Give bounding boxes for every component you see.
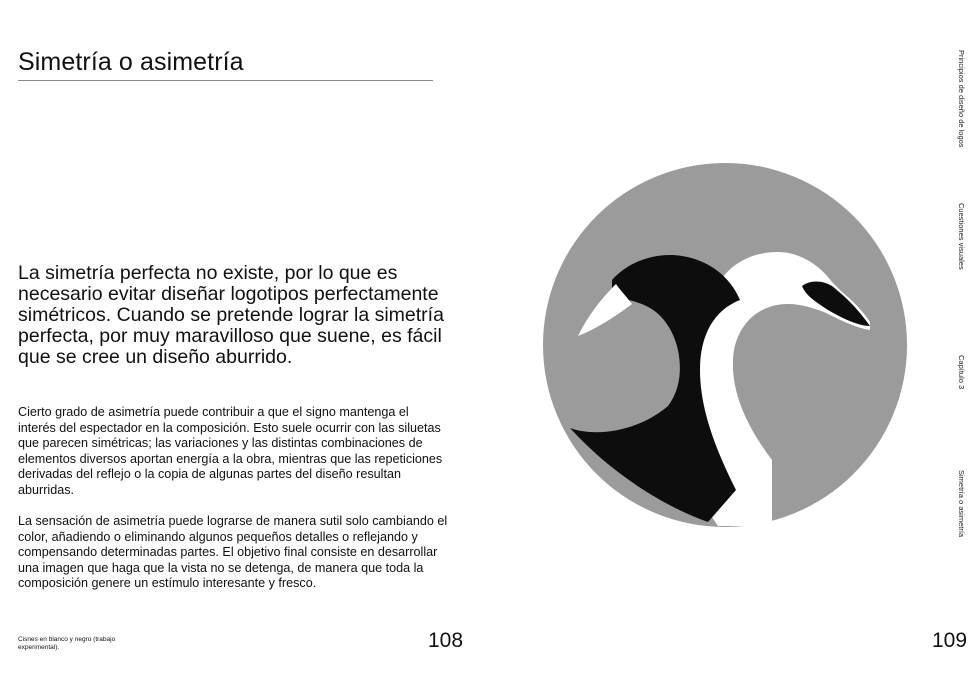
lead-paragraph: La simetría perfecta no existe, por lo que es necesario evitar diseñar logotipos perfectamente simétricos. Cuando se pretende lograr la simetría perfecta, por muy maravilloso que suene, es fácil que se cree un diseño aburrido. (18, 262, 444, 368)
swans-illustration (540, 160, 910, 530)
title-divider (18, 80, 433, 81)
side-label-book: Principios de diseño de logos (957, 50, 966, 148)
image-caption: Cisnes en blanco y negro (trabajo experimental). (18, 636, 116, 651)
side-label-chapter: Capítulo 3 (957, 355, 966, 390)
side-label-section: Cuestiones visuales (957, 203, 966, 270)
page-number-right: 109 (932, 629, 968, 652)
page-title: Simetría o asimetría (18, 48, 244, 76)
body-paragraph-1: Cierto grado de asimetría puede contribuir a que el signo mantenga el interés del espectador en la composición. Esto suele ocurrir con las siluetas que parecen simétricas; las variaciones y las distintas combinaciones de elementos diversos aportan energía a la obra, mientras que las repeticiones derivadas del reflejo o la copia de algunas partes del diseño resultan aburridas. (18, 405, 443, 497)
body-paragraph-2: La sensación de asimetría puede lograrse de manera sutil solo cambiando el color, añadiendo o eliminando algunos pequeños detalles o reflejando y compensando determinadas partes. El objetivo final consiste en desarrollar una imagen que haga que la vista no se detenga, de manera que toda la composición genere un estímulo interesante y fresco. (18, 514, 448, 591)
side-label-topic: Simetría o asimetría (957, 470, 966, 538)
page-number-left: 108 (428, 629, 464, 652)
